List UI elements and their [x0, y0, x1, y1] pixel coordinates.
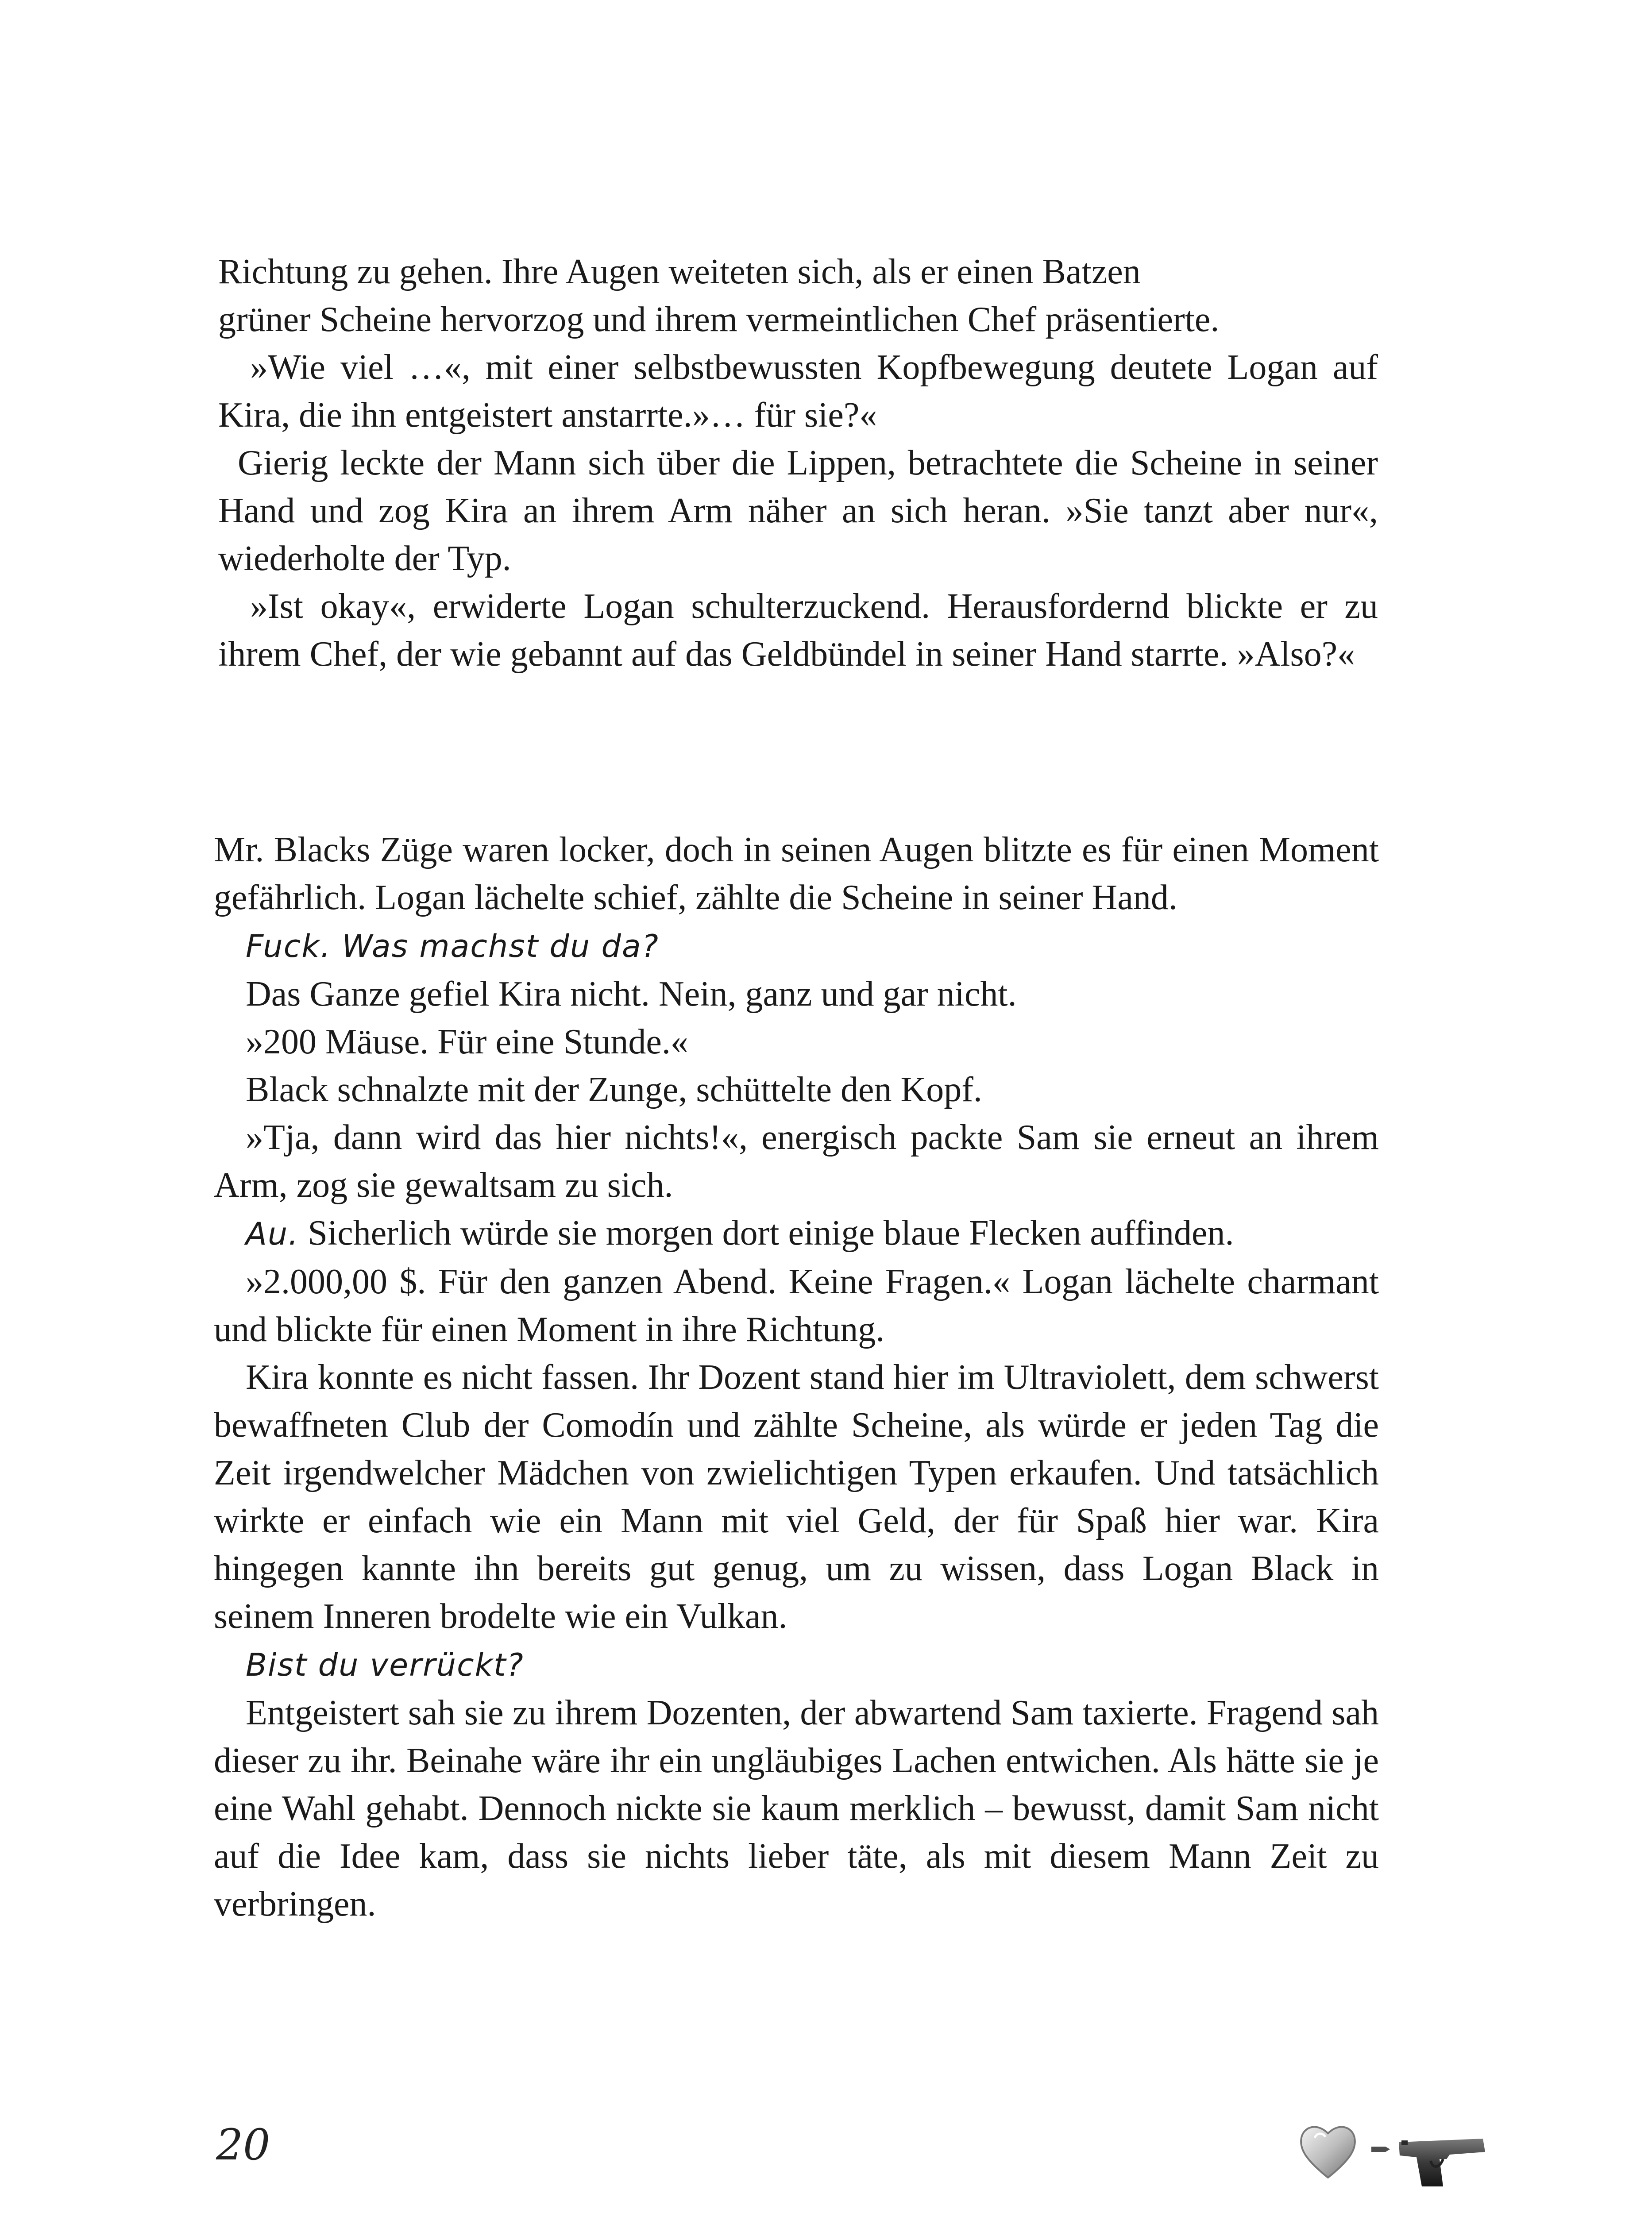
paragraph-4: »Ist okay«, erwiderte Logan schulterzuckend. Herausfordernd blickte er zu ihrem Chef, der wie gebannt auf das Geldbündel in seiner Hand starrte. »Also?«: [218, 587, 1378, 674]
paragraph-6: Das Ganze gefiel Kira nicht. Nein, ganz und gar nicht.: [246, 975, 1017, 1014]
pistol-icon: [1399, 2139, 1485, 2186]
thought-2-text: Au.: [246, 1216, 299, 1252]
paragraph-8: Black schnalzte mit der Zunge, schüttelte den Kopf.: [246, 1070, 982, 1109]
heart-icon: [1301, 2127, 1355, 2178]
thought-1-text: Fuck. Was machst du da?: [246, 928, 659, 964]
paragraph-12: Kira konnte es nicht fassen. Ihr Dozent stand hier im Ultraviolett, dem schwerst bewaffneten Club der Comodín und zählte Scheine, als würde er jeden Tag die Zeit irgendwelcher Mädchen von zwielichtigen Typen erkaufen. Und tatsächlich wirkte er einfach wie ein Mann mit viel Geld, der für Spaß hier war. Kira hingegen kannte ihn bereits gut genug, um zu wissen, dass Logan Black in seinem Inneren brodelte wie ein Vulkan.: [214, 1358, 1379, 1636]
paragraph-5: Mr. Blacks Züge waren locker, doch in seinen Augen blitzte es für einen Moment gefährlich. Logan lächelte schief, zählte die Scheine in seiner Hand.: [214, 830, 1379, 917]
paragraph-3: Gierig leckte der Mann sich über die Lippen, betrachtete die Scheine in seiner Hand und zog Kira an ihrem Arm näher an sich heran. »Sie tanzt aber nur«, wiederholte der Typ.: [218, 443, 1378, 578]
thought-3-text: Bist du verrückt?: [246, 1647, 524, 1683]
paragraph-1-line-2: grüner Scheine hervorzog und ihrem vermeintlichen Chef präsentierte.: [218, 300, 1220, 339]
paragraph-7: »200 Mäuse. Für eine Stunde.«: [246, 1022, 688, 1061]
bullet-icon: [1371, 2147, 1390, 2152]
footer-emblem: [1297, 2111, 1492, 2191]
text-block-top: [218, 248, 1378, 678]
paragraph-10-rest: Sicherlich würde sie morgen dort einige blaue Flecken auffinden.: [299, 1214, 1234, 1253]
paragraph-9: »Tja, dann wird das hier nichts!«, energisch packte Sam sie erneut an ihrem Arm, zog sie gewaltsam zu sich.: [214, 1118, 1379, 1205]
paragraph-11: »2.000,00 $. Für den ganzen Abend. Keine Fragen.« Logan lächelte charmant und blickte für einen Moment in ihre Richtung.: [214, 1262, 1379, 1349]
text-block-bottom: [214, 826, 1379, 1928]
paragraph-1-line-1: Richtung zu gehen. Ihre Augen weiteten sich, als er einen Batzen: [218, 252, 1141, 291]
thought-3: [214, 1640, 1379, 1689]
page-number: 20: [216, 2120, 270, 2170]
paragraph-10: [214, 1209, 1379, 1258]
thought-1: [214, 921, 1379, 970]
paragraph-2: »Wie viel …«, mit einer selbstbewussten Kopfbewegung deutete Logan auf Kira, die ihn entgeistert anstarrte.»… für sie?«: [218, 348, 1378, 435]
paragraph-13: Entgeistert sah sie zu ihrem Dozenten, der abwartend Sam taxierte. Fragend sah dieser zu ihr. Beinahe wäre ihr ein ungläubiges Lachen entwichen. Als hätte sie je eine Wahl gehabt. Dennoch nickte sie kaum merklich – bewusst, damit Sam nicht auf die Idee kam, dass sie nichts lieber täte, als mit diesem Mann Zeit zu verbringen.: [214, 1693, 1379, 1924]
